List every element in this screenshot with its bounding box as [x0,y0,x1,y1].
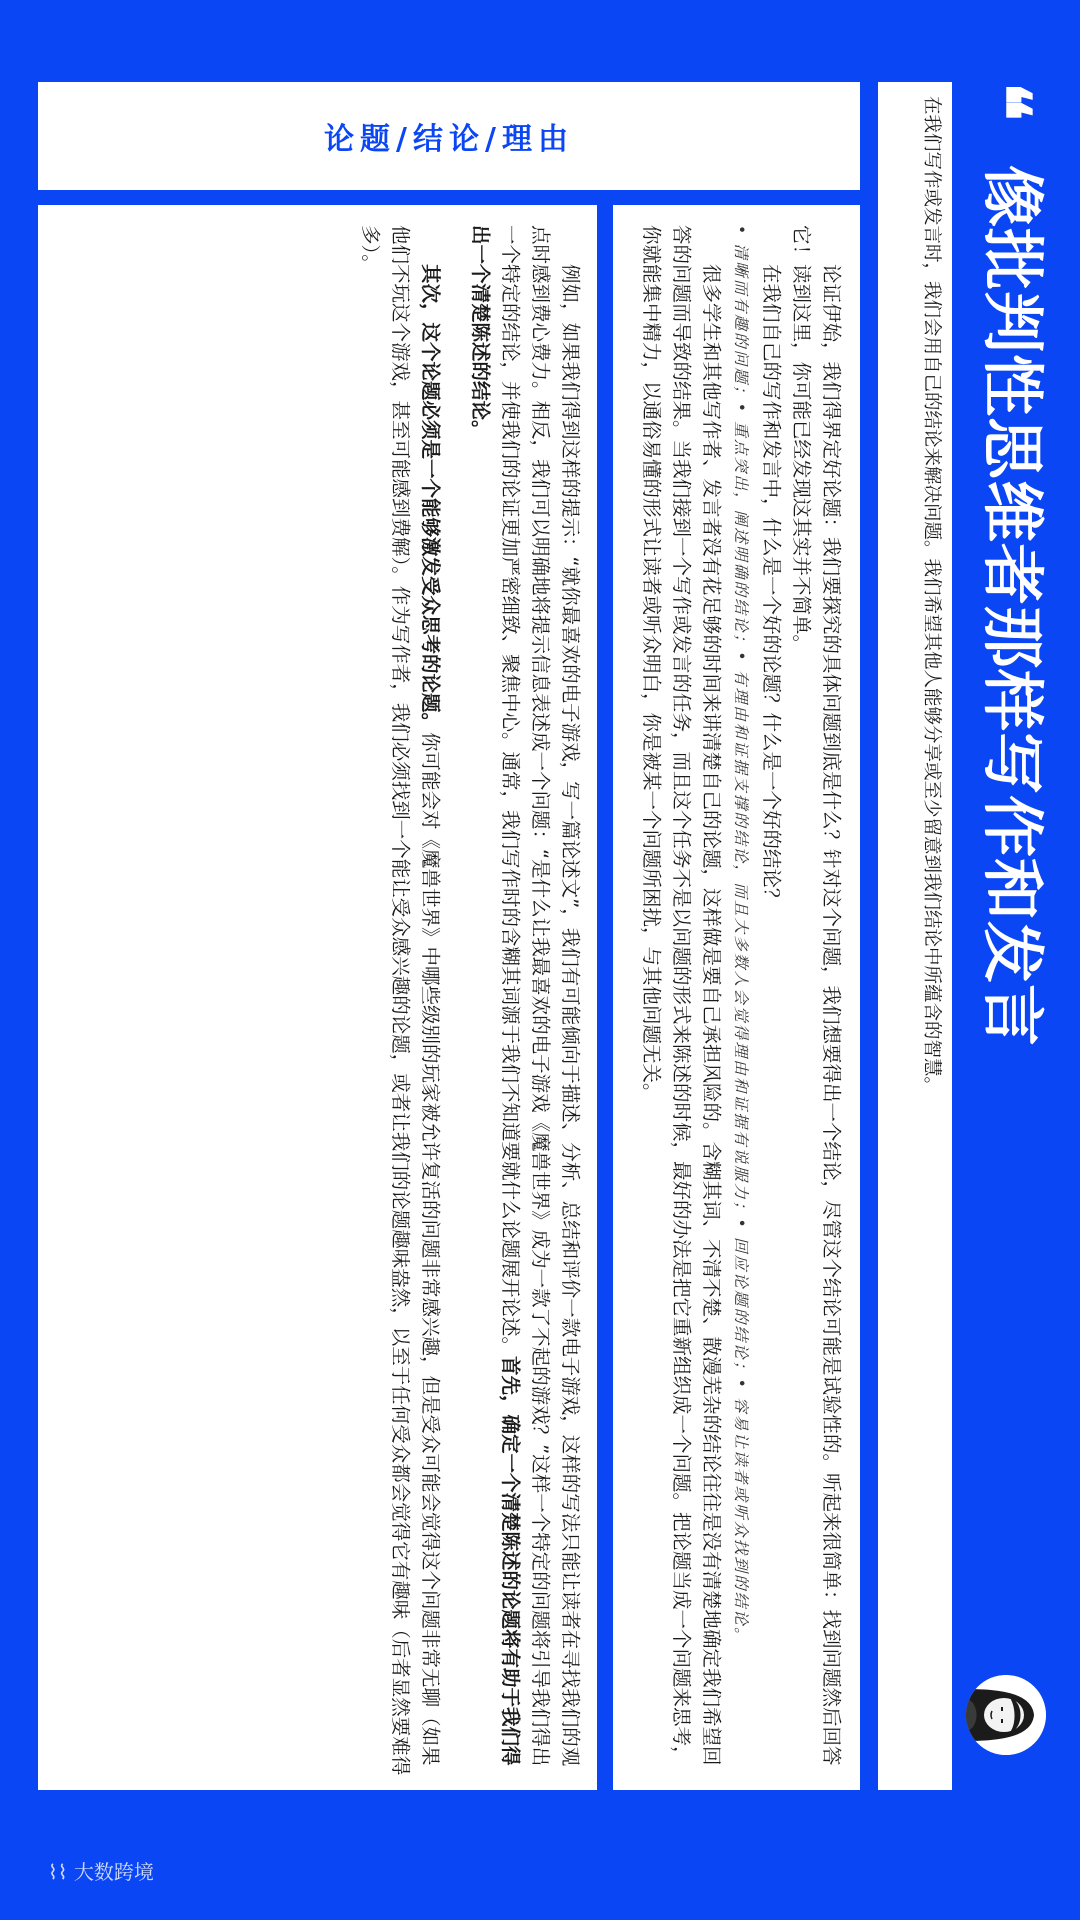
watermark-text: 大数跨境 [73,1860,154,1884]
quote-mark-icon: ❝ [962,82,1047,115]
watermark-logo-icon: ⌇⌇ [48,1860,74,1884]
intro-card [878,82,952,1790]
avatar [966,1675,1046,1755]
section-divider [597,205,613,1790]
section-label-panel [38,82,860,190]
paragraph-second [355,225,445,1782]
criteria-note: • 清晰而有趣的问题；• 重点突出，阐述明确的结论；• 有理由和证据支撑的结论，而且大多数人会觉得理由和证据有说服力；• 回应论题的结论；• 容易让读者或听众找到的结论。 [732,225,750,1645]
paragraph-example [465,225,585,1782]
example-text: 例如，如果我们得到这样的提示：“就你最喜欢的电子游戏，写一篇论述文”，我们有可能倾向于描述、分析、总结和评价一款电子游戏，这样的写法只能让读者在寻找我们的观点时感到费心费力。相反，我们可以明确地将提示信息表述成一个问题：“是什么让我最喜欢的电子游戏《魔兽世界》成为一款了不起的游戏？”这样一个特定的问题将引导我们得出一个特定的结论，并使我们的论证更加严密细致、聚焦中心。通常，我们写作时的含糊其词源于我们不知道要就什么论题展开论述。 [499,225,582,1767]
second-point-text: 你可能会对《魔兽世界》中哪些级别的玩家被允许复活的问题非常感兴趣，但是受众可能会觉得这个问题非常无聊（如果他们不玩这个游戏，甚至可能感到费解）。作为写作者，我们必须找到一个能让受众感兴趣的论题，或者让我们的论题趣味盎然，以至于任何受众都会觉得它有趣味（后者显然要难得多）。 [359,225,442,1776]
first-point-bold: 首先，确定一个清楚陈述的论题将有助于我们得出一个清楚陈述的结论。 [469,225,522,1766]
paragraph-question: 在我们自己的写作和发言中，什么是一个好的论题？什么是一个好的结论？ [760,264,783,908]
lower-section [355,225,585,1782]
paragraph-risk: 很多学生和其他写作者、发言者没有花足够的时间来讲清楚自己的论题，这样做是要自己承担风险的。含糊其词、不清不楚、散漫芜杂的结论往往是没有清楚地确定我们希望回答的问题而导致的结果。当我们接到一个写作或发言的任务，而且这个任务不是以问题的形式来陈述的时候，最好的办法是把它重新组织成一个问题。把论题当成一个问题来思考，你就能集中精力，以通俗易懂的形式让读者或听众明白，你是被某一个问题所困扰，与其他问题无关。 [640,225,723,1766]
section-label: 论题/结论/理由 [324,122,574,158]
content-panel [38,205,860,1790]
avatar-girl-icon [966,1675,1046,1755]
second-point-bold: 其次，这个论题必须是一个能够激发受众思考的论题。 [419,264,442,733]
page-title: 像批判性思维者那样写作和发言 [976,165,1049,1048]
paragraph-intro: 论证伊始，我们得界定好论题：我们要探究的具体问题到底是什么？针对这个问题，我们想要得出一个结论，尽管这个结论可能是试验性的。听起来很简单：找到问题然后回答它！读到这里，你可能已经发现这其实并不简单。 [790,225,843,1766]
watermark [48,1856,154,1885]
intro-text: 在我们写作或发言时，我们会用自己的结论来解决问题。我们希望其他人能够分享或至少留意到我们结论中所蕴含的智慧。 [921,96,942,1096]
